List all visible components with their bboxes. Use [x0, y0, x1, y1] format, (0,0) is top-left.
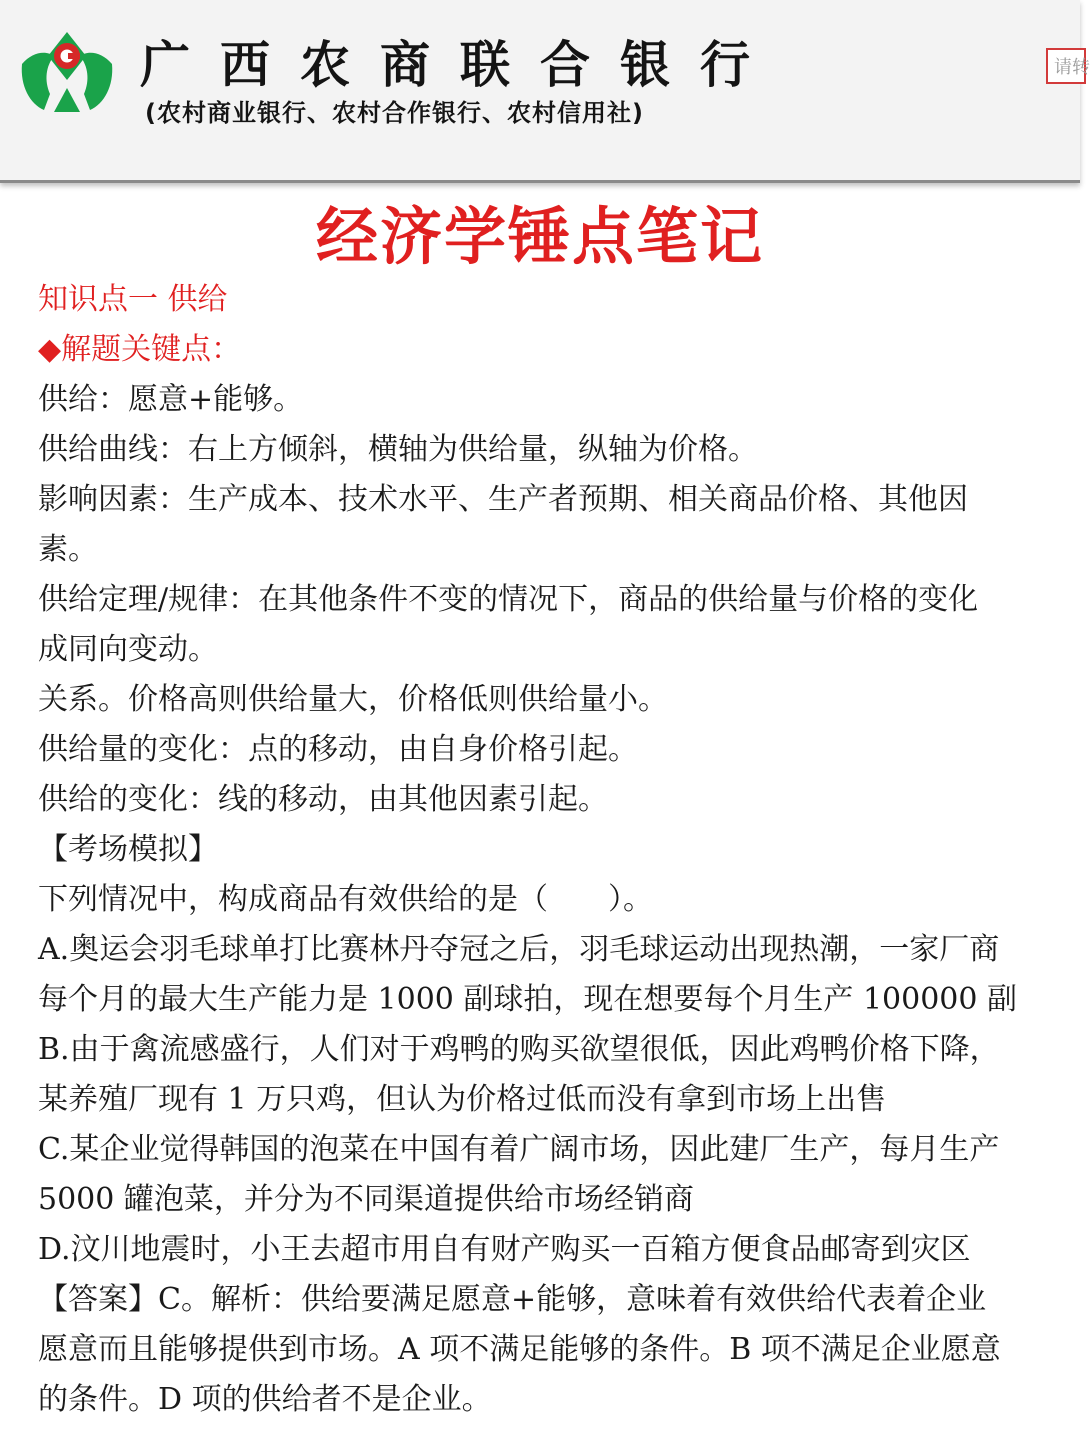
- note-line: 供给曲线：右上方倾斜，横轴为供给量，纵轴为价格。: [38, 432, 758, 467]
- option-c: C.某企业觉得韩国的泡菜在中国有着广阔市场，因此建厂生产，每月生产: [38, 1132, 1000, 1167]
- option-a: A.奥运会羽毛球单打比赛林丹夺冠之后，羽毛球运动出现热潮，一家厂商: [38, 932, 1000, 967]
- note-line: 关系。价格高则供给量大，价格低则供给量小。: [38, 682, 668, 717]
- note-line: 供给量的变化：点的移动，由自身价格引起。: [38, 732, 638, 767]
- answer-line: 【答案】C。解析：供给要满足愿意+能够，意味着有效供给代表着企业: [38, 1282, 987, 1317]
- option-d: D.汶川地震时，小王去超市用自有财产购买一百箱方便食品邮寄到灾区: [38, 1232, 971, 1267]
- note-line: 供给定理/规律：在其他条件不变的情况下，商品的供给量与价格的变化: [38, 582, 979, 617]
- bank-subtitle: (农村商业银行、农村合作银行、农村信用社): [145, 99, 644, 127]
- note-line: 影响因素：生产成本、技术水平、生产者预期、相关商品价格、其他因: [38, 482, 968, 517]
- answer-line: 的条件。D 项的供给者不是企业。: [38, 1382, 492, 1417]
- bank-name: 广西农商联合银行: [140, 36, 780, 94]
- option-b: B.由于禽流感盛行，人们对于鸡鸭的购买欲望很低，因此鸡鸭价格下降，: [38, 1032, 1000, 1067]
- key-points-label: ◆解题关键点：: [38, 332, 242, 367]
- note-lines: [38, 375, 1048, 1425]
- answer-line: 愿意而且能够提供到市场。A 项不满足能够的条件。B 项不满足企业愿意: [38, 1332, 1001, 1367]
- note-line: 成同向变动。: [38, 632, 218, 667]
- bank-logo-icon: [16, 26, 118, 116]
- corner-button[interactable]: 请转: [1046, 48, 1086, 84]
- note-line: 供给的变化：线的移动，由其他因素引起。: [38, 782, 608, 817]
- page-title: 经济学锤点笔记: [315, 200, 764, 273]
- note-line: 素。: [38, 532, 98, 567]
- question-stem: 下列情况中，构成商品有效供给的是（ ）。: [38, 882, 653, 917]
- bank-header: [0, 0, 1090, 183]
- option-c-cont: 5000 罐泡菜，并分为不同渠道提供给市场经销商: [38, 1182, 694, 1217]
- notes-body: [38, 275, 1048, 1425]
- option-a-cont: 每个月的最大生产能力是 1000 副球拍，现在想要每个月生产 100000 副: [38, 982, 1018, 1017]
- exam-simulation-heading: 【考场模拟】: [38, 832, 218, 867]
- option-b-cont: 某养殖厂现有 1 万只鸡，但认为价格过低而没有拿到市场上出售: [38, 1082, 887, 1117]
- section-heading: 知识点一 供给: [38, 282, 228, 317]
- note-line: 供给：愿意+能够。: [38, 382, 304, 417]
